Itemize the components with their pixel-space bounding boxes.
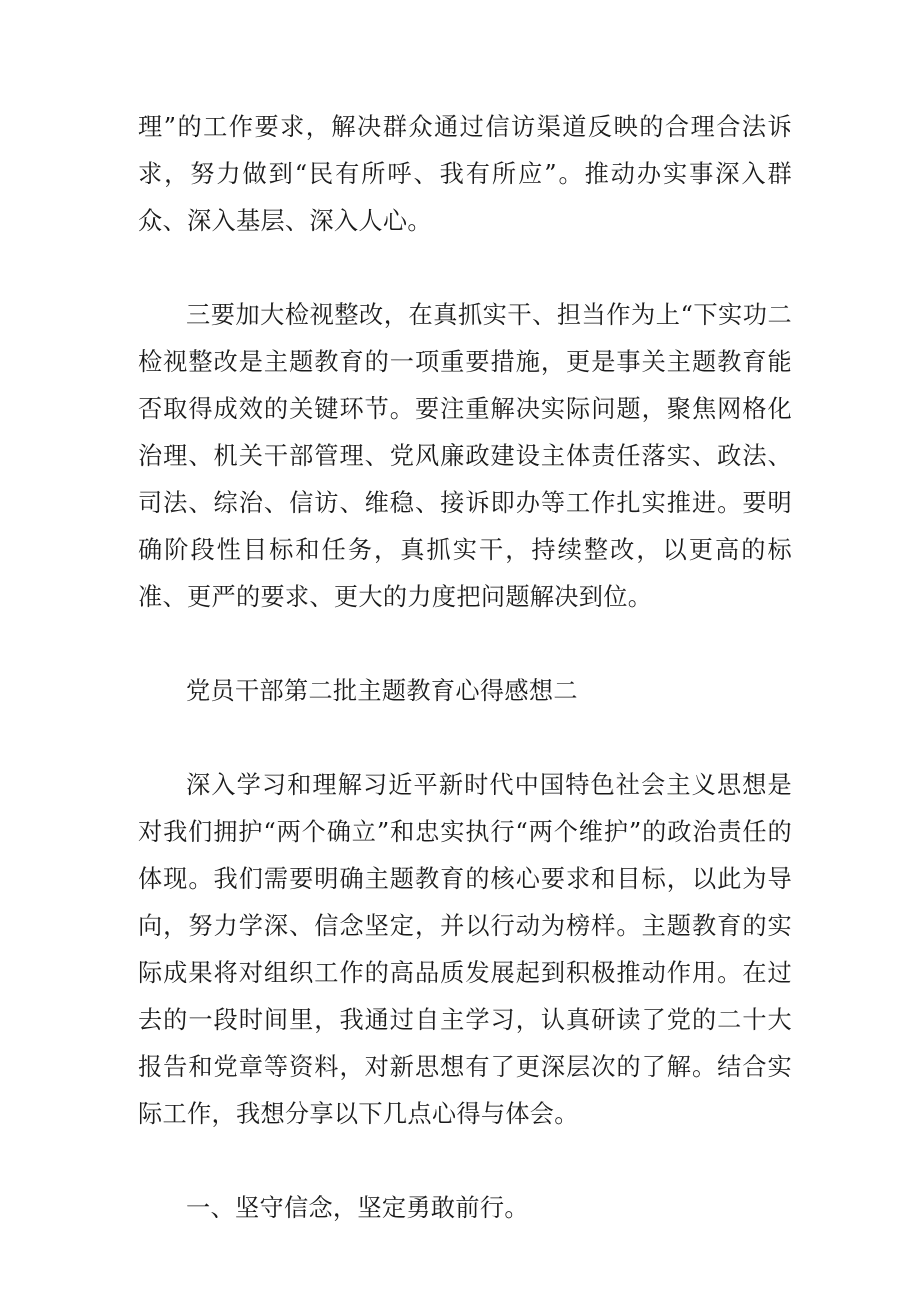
subsection-heading: 一、坚守信念，坚定勇敢前行。 — [186, 1194, 529, 1222]
paragraph-study: 深入学习和理解习近平新时代中国特色社会主义思想是对我们拥护“两个确立”和忠实执行“两个维护”的政治责任的体现。我们需要明确主题教育的核心要求和目标，以此为导向，努力学深、信念坚定，并以行动为榜样。主题教育的实际成果将对组织工作的高品质发展起到积极推动作用。在过去的一段时间里，我通过自主学习，认真研读了党的二十大报告和党章等资料，对新思想有了更深层次的了解。结合实际工作，我想分享以下几点心得与体会。 — [138, 771, 792, 1128]
section-heading: 党员干部第二批主题教育心得感想二 — [186, 677, 578, 705]
paragraph-rectification: 三要加大检视整改，在真抓实干、担当作为上“下实功二检视整改是主题教育的一项重要措施，更是事关主题教育能否取得成效的关键环节。要注重解决实际问题，聚焦网格化治理、机关干部管理、党风廉政建设主体责任落实、政法、司法、综治、信访、维稳、接诉即办等工作扎实推进。要明确阶段性目标和任务，真抓实干，持续整改，以更高的标准、更严的要求、更大的力度把问题解决到位。 — [138, 301, 792, 611]
document-body — [138, 104, 792, 1279]
paragraph-continuation: 理”的工作要求，解决群众通过信访渠道反映的合理合法诉求，努力做到“民有所呼、我有所应”。推动办实事深入群众、深入基层、深入人心。 — [138, 113, 792, 235]
